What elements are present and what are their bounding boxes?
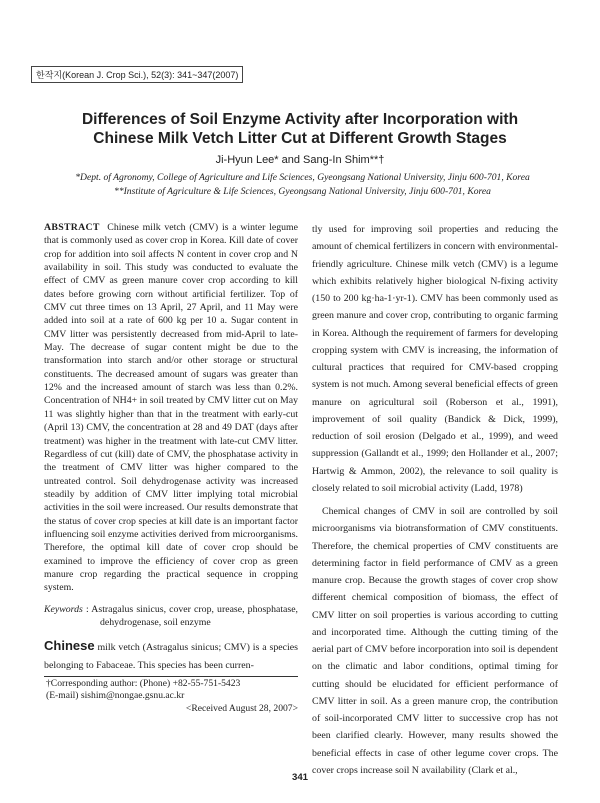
intro-lead-word: Chinese <box>44 638 95 654</box>
affiliation-1: *Dept. of Agronomy, College of Agriculture and Life Sciences, Gyeongsang National University, Jinju 600-701, Korea <box>75 172 530 183</box>
keywords-label: Keywords <box>44 603 83 615</box>
author-email: (E-mail) sishim@nongae.gsnu.ac.kr <box>46 690 185 702</box>
keywords-text: : Astragalus sinicus, cover crop, urease, phosphatase, dehydrogenase, soil enzyme <box>85 603 299 629</box>
keywords <box>44 603 298 630</box>
affiliation-2: **Institute of Agriculture & Life Sciences, Gyeongsang National University, Jinju 600-701, Korea <box>114 186 491 197</box>
intro-paragraph <box>44 637 298 673</box>
abstract-text: Chinese milk vetch (CMV) is a winter legume that is commonly used as cover crop in Korea. Kill date of cover crop for addition into soil affects N content in cover crop and N availability in soil. This study was conducted to evaluate the effect of CMV as green manure cover crop according to kill dates before growing corn without artificial fertilizer. Top of CMV cut three times on 13 April, 27 April, and 11 May were added into soil at a rate of 600 kg per 10 a. Sugar content in CMV litter was persistently decreased from mid-April to late-May. The decrease of sugar content might be due to the transformation into starch and/or other storage or structural constituents. The decreased amount of sugars was greater than 12% and the increased amount of starch was less than 0.2%. Concentration of NH4+ in soil treated by CMV litter cut on May 11 was slightly higher than that in the treatment with early-cut (April 13) CMV, the concentration at 28 and 49 DAT (days after treatment) was higher in the treatment with late-cut CMV litter. Regardless of cut (kill) date of CMV, the phosphatase activity in the treatment of CMV litter was higher compared to the untreated control. Soil dehydrogenase activity was increased steadily by addition of CMV litter implying total microbial activities in the soil were increased. Our results demonstrate that the status of cover crop species at kill date is an important factor influencing soil enzyme activities derived from microorganisms. Therefore, the optimal kill date of cover crop should be examined to improve the efficiency of cover crop as green manure crop regarding the practical sequence in cropping system. <box>44 222 298 594</box>
abstract <box>44 221 298 595</box>
affiliations <box>30 171 575 199</box>
page-number: 341 <box>291 772 308 783</box>
intro-text: milk vetch (Astragalus sinicus; CMV) is a species belonging to Fabaceae. This species has been curren- <box>44 642 298 671</box>
title-line-1: Differences of Soil Enzyme Activity after Incorporation with <box>81 111 519 128</box>
title-line-2: Chinese Milk Vetch Litter Cut at Different Growth Stages <box>93 130 507 147</box>
corresponding-author: †Corresponding author: (Phone) +82-55-751-5423 <box>46 677 241 689</box>
right-column <box>312 221 558 779</box>
body-paragraph-2: Chemical changes of CMV in soil are controlled by soil microorganisms via biotransformation of CMV constituents. Therefore, the chemical properties of CMV constituents are determining factor in field performance of CMV as a green manure crop. Because the growth stages of cover crop show different chemical composition of biomass, the effect of CMV litter on soil properties is various according to cutting and incorporated time. Although the cutting timing of the aerial part of CMV before incorporation into soil is dependent on the climatic and labor conditions, optimal timing for cutting should be elucidated for efficient performance of CMV litter in soil. As a green manure crop, the contribution of soil-incorporated CMV litter to successive crop has not been clarified clearly. However, many results showed the beneficial effects in case of other legume cover crops. The cover crops increase soil N availability (Clark et al., <box>312 506 558 776</box>
footnote-divider <box>44 676 298 677</box>
abstract-label: ABSTRACT <box>44 222 100 233</box>
footnote <box>44 678 298 716</box>
journal-reference: 한작지(Korean J. Crop Sci.), 52(3): 341~347(2007) <box>31 66 243 83</box>
authors: Ji-Hyun Lee* and Sang-In Shim**† <box>215 154 385 166</box>
paper-title <box>40 110 560 148</box>
left-column <box>44 221 298 715</box>
body-paragraph-1: tly used for improving soil properties and reducing the amount of chemical fertilizers in concern with environmental-friendly agriculture. Chinese milk vetch (CMV) is a legume which exhibits relatively higher biological N-fixing activity (150 to 200 kg·ha-1·yr-1). CMV has been commonly used as green manure and cover crop, contributing to organic farming in Korea. Although the requirement of farmers for developing cropping system with CMV is increasing, the information of cultural practices that required for CMV-based cropping system is not much. Among several beneficial effects of green manure on agricultural soil (Roberson et al., 1991), improvement of soil quality (Bandick & Dick, 1999), reduction of soil erosion (Delgado et al., 1999), and weed suppression (Gallandt et al., 1999; den Hollander et al., 2007; Hartwig & Ammon, 2002), the relevance to soil quality is closely related to soil microbial activity (Ladd, 1978) <box>312 224 558 494</box>
received-date: <Received August 28, 2007> <box>185 702 298 714</box>
